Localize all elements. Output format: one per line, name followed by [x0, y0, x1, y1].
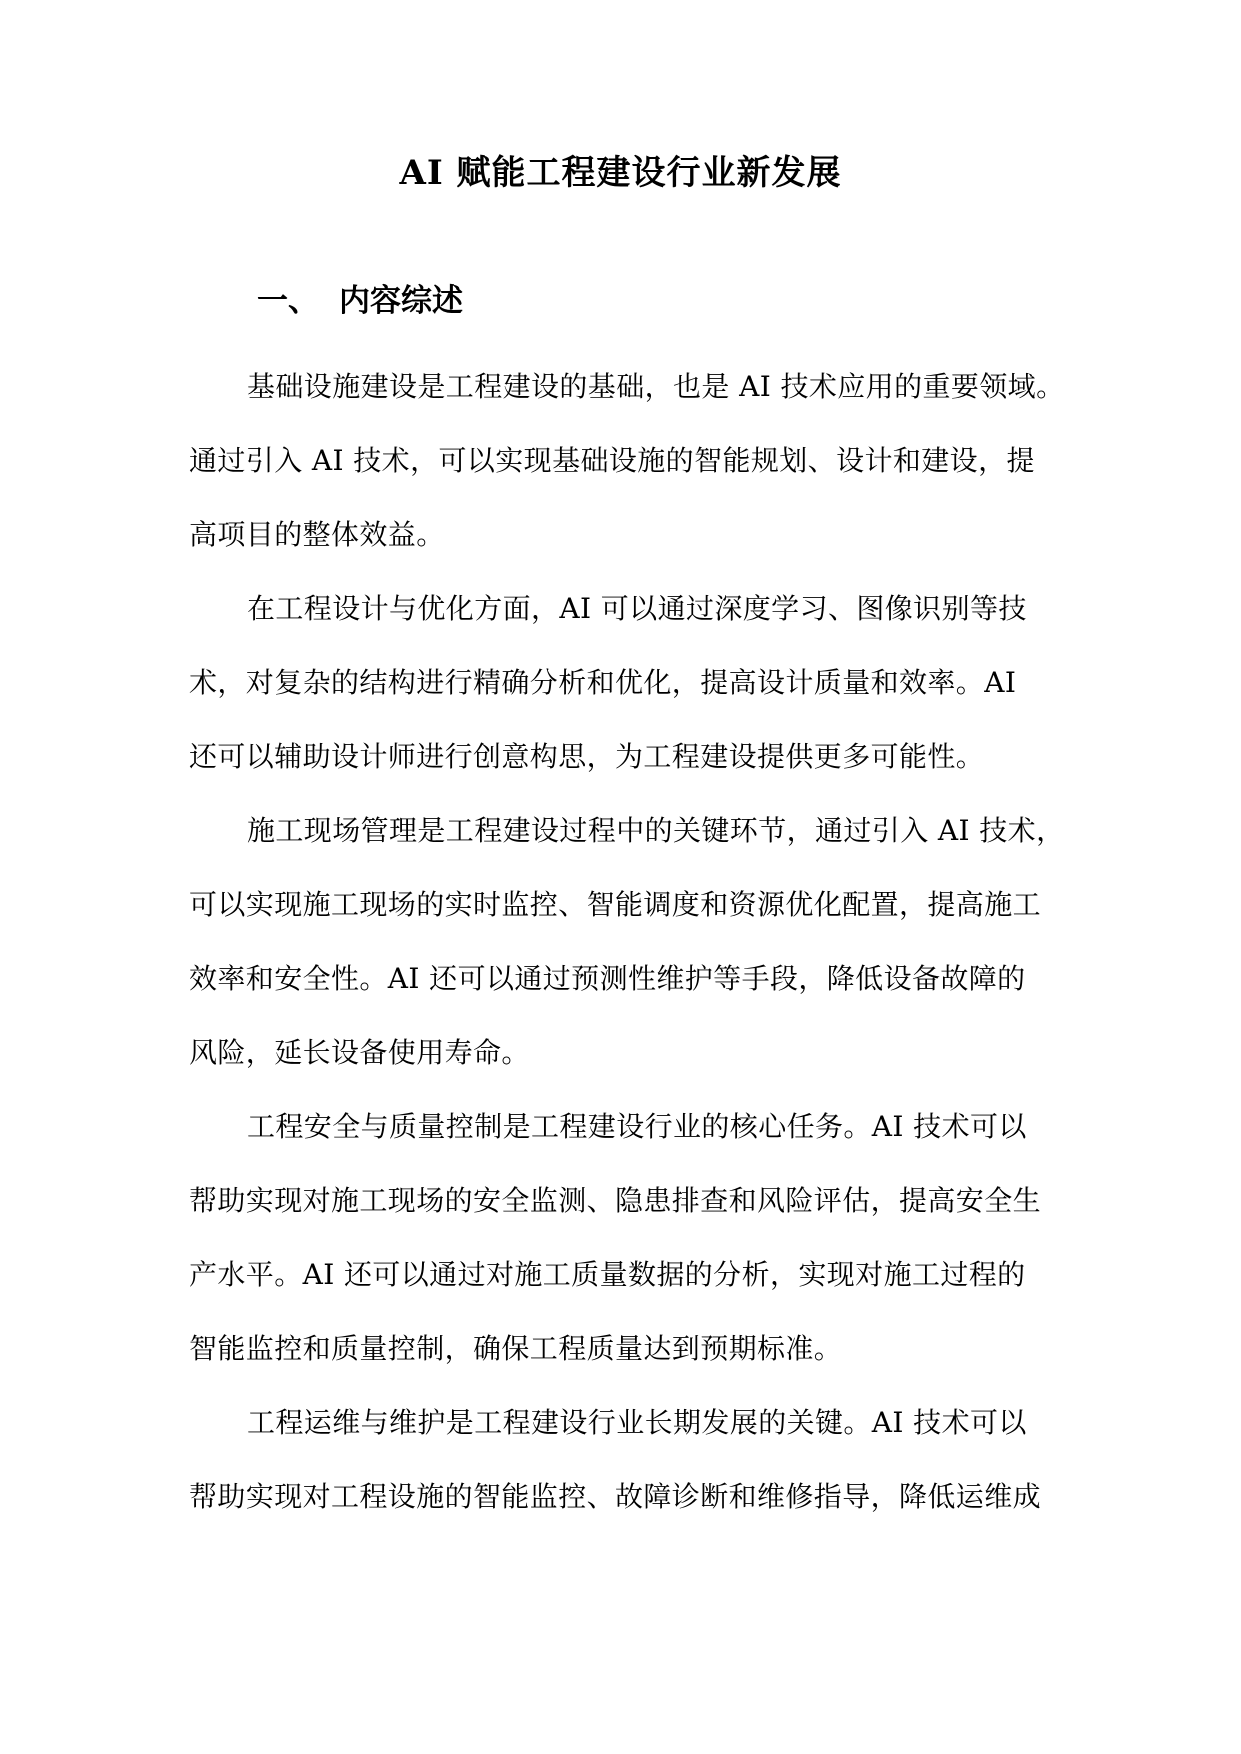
paragraph-3-line-2: 可以实现施工现场的实时监控、智能调度和资源优化配置，提高施工 — [189, 888, 1042, 921]
section-heading — [257, 278, 463, 324]
paragraph-5-line-2: 帮助实现对工程设施的智能监控、故障诊断和维修指导，降低运维成 — [189, 1480, 1042, 1513]
paragraph-1-line-1: 基础设施建设是工程建设的基础，也是 AI 技术应用的重要领域。 — [247, 370, 1065, 403]
paragraph-3-line-4: 风险，延长设备使用寿命。 — [189, 1036, 530, 1069]
paragraph-1-line-3: 高项目的整体效益。 — [189, 518, 445, 551]
paragraph-2-line-1: 在工程设计与优化方面，AI 可以通过深度学习、图像识别等技 — [247, 592, 1027, 625]
paragraph-4-line-3: 产水平。AI 还可以通过对施工质量数据的分析，实现对施工过程的 — [189, 1258, 1026, 1291]
paragraph-5-line-1: 工程运维与维护是工程建设行业长期发展的关键。AI 技术可以 — [247, 1406, 1027, 1439]
section-number: 一、 — [257, 283, 319, 319]
paragraph-3-line-3: 效率和安全性。AI 还可以通过预测性维护等手段，降低设备故障的 — [189, 962, 1026, 995]
paragraph-2-line-3: 还可以辅助设计师进行创意构思，为工程建设提供更多可能性。 — [189, 740, 985, 773]
paragraph-4-line-1: 工程安全与质量控制是工程建设行业的核心任务。AI 技术可以 — [247, 1110, 1027, 1143]
paragraph-3-line-1: 施工现场管理是工程建设过程中的关键环节，通过引入 AI 技术， — [247, 814, 1065, 847]
paragraph-1-line-2: 通过引入 AI 技术，可以实现基础设施的智能规划、设计和建设，提 — [189, 444, 1035, 477]
paragraph-4-line-2: 帮助实现对施工现场的安全监测、隐患排查和风险评估，提高安全生 — [189, 1184, 1042, 1217]
paragraph-4-line-4: 智能监控和质量控制，确保工程质量达到预期标准。 — [189, 1332, 843, 1365]
paragraph-2-line-2: 术，对复杂的结构进行精确分析和优化，提高设计质量和效率。AI — [189, 666, 1017, 699]
section-title: 内容综述 — [339, 283, 463, 319]
document-title: AI 赋能工程建设行业新发展 — [399, 153, 842, 193]
